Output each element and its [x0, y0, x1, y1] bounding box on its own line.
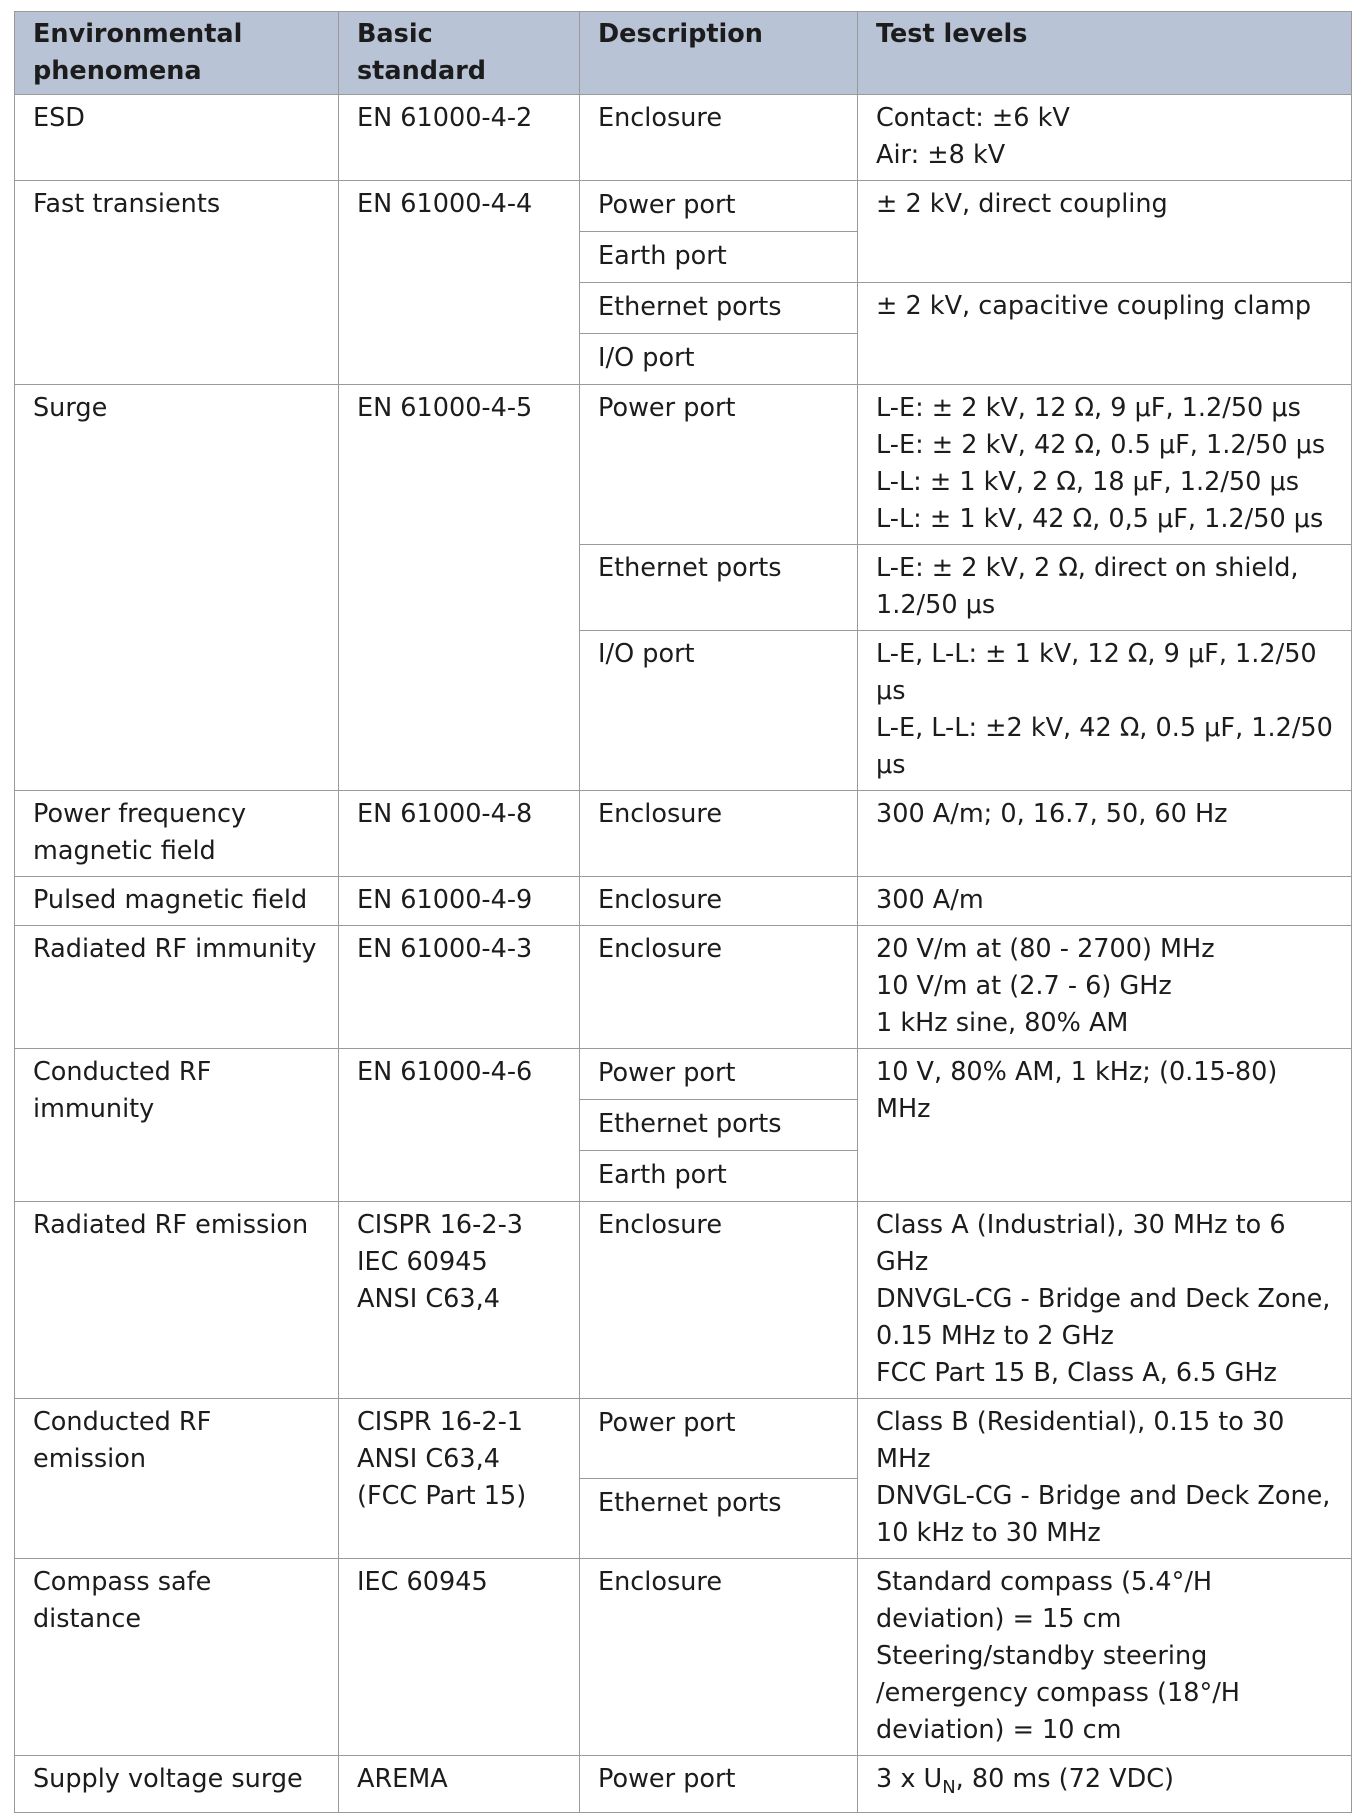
phenomenon-cell: Radiated RF immunity — [15, 926, 339, 1049]
level-suffix: , 80 ms (72 VDC) — [955, 1764, 1175, 1794]
test-level-cell: Contact: ±6 kV Air: ±8 kV — [858, 95, 1352, 181]
test-level-cell: Standard compass (5.4°/H deviation) = 15 cm Steering/standby steering /emergency compass (18°/H deviation) = 10 cm — [858, 1559, 1352, 1756]
description-cell: Ethernet ports — [580, 1100, 858, 1151]
standard-cell: EN 61000-4-2 — [339, 95, 580, 181]
table-row — [15, 1756, 1352, 1813]
description-cell: Ethernet ports — [580, 1479, 858, 1559]
header-test-levels: Test levels — [858, 12, 1352, 95]
description-cell: Power port — [580, 385, 858, 545]
standard-cell: AREMA — [339, 1756, 580, 1813]
table-row — [15, 385, 1352, 545]
description-cell: Enclosure — [580, 95, 858, 181]
test-level-cell: L-E, L-L: ± 1 kV, 12 Ω, 9 μF, 1.2/50 μs L-E, L-L: ±2 kV, 42 Ω, 0.5 μF, 1.2/50 μs — [858, 631, 1352, 791]
table-row — [15, 791, 1352, 877]
standard-cell: CISPR 16-2-3 IEC 60945 ANSI C63,4 — [339, 1202, 580, 1399]
description-cell: Power port — [580, 1756, 858, 1813]
phenomenon-cell: Supply voltage surge — [15, 1756, 339, 1813]
table-header-row — [15, 12, 1352, 95]
phenomenon-cell: Power frequency magnetic field — [15, 791, 339, 877]
table-row — [15, 1559, 1352, 1756]
test-level-cell: 300 A/m — [858, 877, 1352, 926]
description-cell: Enclosure — [580, 1559, 858, 1756]
table-row — [15, 1049, 1352, 1100]
test-level-cell: L-E: ± 2 kV, 2 Ω, direct on shield, 1.2/50 μs — [858, 545, 1352, 631]
standard-cell: EN 61000-4-8 — [339, 791, 580, 877]
table-row — [15, 1399, 1352, 1479]
table-row — [15, 181, 1352, 232]
header-phenomena: Environmental phenomena — [15, 12, 339, 95]
standard-cell: EN 61000-4-6 — [339, 1049, 580, 1202]
description-cell: Power port — [580, 1049, 858, 1100]
description-cell: Enclosure — [580, 926, 858, 1049]
description-cell: Earth port — [580, 232, 858, 283]
standard-cell: EN 61000-4-9 — [339, 877, 580, 926]
table-row — [15, 1202, 1352, 1399]
description-cell: Earth port — [580, 1151, 858, 1202]
emc-test-table — [14, 11, 1352, 1813]
description-cell: Ethernet ports — [580, 283, 858, 334]
test-level-cell: ± 2 kV, direct coupling — [858, 181, 1352, 283]
test-level-cell: 20 V/m at (80 - 2700) MHz 10 V/m at (2.7 - 6) GHz 1 kHz sine, 80% AM — [858, 926, 1352, 1049]
standard-cell: EN 61000-4-4 — [339, 181, 580, 385]
table-row — [15, 926, 1352, 1049]
header-standard: Basic standard — [339, 12, 580, 95]
level-subscript: N — [942, 1777, 956, 1799]
standard-cell: EN 61000-4-3 — [339, 926, 580, 1049]
description-cell: Enclosure — [580, 1202, 858, 1399]
standard-cell: CISPR 16-2-1 ANSI C63,4 (FCC Part 15) — [339, 1399, 580, 1559]
phenomenon-cell: Compass safe distance — [15, 1559, 339, 1756]
test-level-cell: Class A (Industrial), 30 MHz to 6 GHz DNVGL-CG - Bridge and Deck Zone, 0.15 MHz to 2 GHz FCC Part 15 B, Class A, 6.5 GHz — [858, 1202, 1352, 1399]
phenomenon-cell: Conducted RF emission — [15, 1399, 339, 1559]
standard-cell: IEC 60945 — [339, 1559, 580, 1756]
table-row — [15, 95, 1352, 181]
test-level-cell — [858, 1756, 1352, 1813]
test-level-cell: 10 V, 80% AM, 1 kHz; (0.15-80) MHz — [858, 1049, 1352, 1202]
description-cell: I/O port — [580, 631, 858, 791]
phenomenon-cell: Conducted RF immunity — [15, 1049, 339, 1202]
description-cell: Power port — [580, 1399, 858, 1479]
test-level-cell: L-E: ± 2 kV, 12 Ω, 9 μF, 1.2/50 μs L-E: ± 2 kV, 42 Ω, 0.5 μF, 1.2/50 μs L-L: ± 1 kV, 2 Ω, 18 μF, 1.2/50 μs L-L: ± 1 kV, 42 Ω, 0,5 μF, 1.2/50 μs — [858, 385, 1352, 545]
description-cell: Ethernet ports — [580, 545, 858, 631]
phenomenon-cell: Pulsed magnetic field — [15, 877, 339, 926]
level-prefix: 3 x U — [876, 1764, 943, 1794]
test-level-cell: 300 A/m; 0, 16.7, 50, 60 Hz — [858, 791, 1352, 877]
description-cell: Enclosure — [580, 877, 858, 926]
phenomenon-cell: Surge — [15, 385, 339, 791]
phenomenon-cell: Fast transients — [15, 181, 339, 385]
standard-cell: EN 61000-4-5 — [339, 385, 580, 791]
test-level-cell: ± 2 kV, capacitive coupling clamp — [858, 283, 1352, 385]
table-row — [15, 877, 1352, 926]
description-cell: I/O port — [580, 334, 858, 385]
description-cell: Power port — [580, 181, 858, 232]
description-cell: Enclosure — [580, 791, 858, 877]
phenomenon-cell: ESD — [15, 95, 339, 181]
test-level-cell: Class B (Residential), 0.15 to 30 MHz DNVGL-CG - Bridge and Deck Zone, 10 kHz to 30 MHz — [858, 1399, 1352, 1559]
phenomenon-cell: Radiated RF emission — [15, 1202, 339, 1399]
header-description: Description — [580, 12, 858, 95]
